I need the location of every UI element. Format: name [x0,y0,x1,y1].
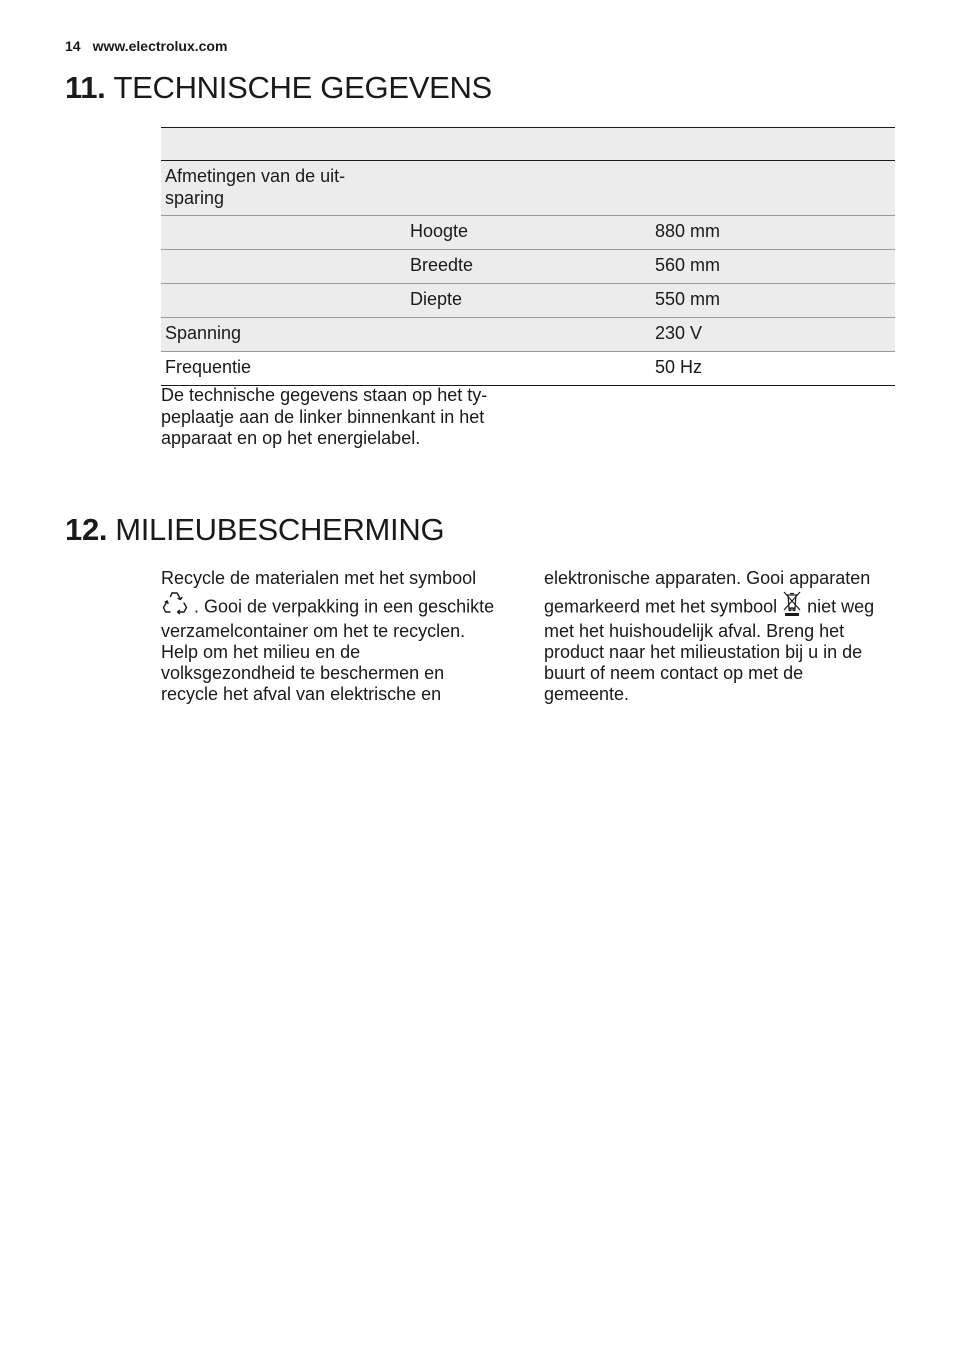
table-row-dimensions [161,161,895,216]
table-row [161,318,895,352]
row-value: 230 V [651,318,895,352]
section-11-heading [65,70,492,106]
row-label: Spanning [161,318,406,352]
table-row [161,250,895,284]
section-12-heading [65,512,444,548]
row-label: Frequentie [161,352,406,386]
row-sublabel: Hoogte [406,216,651,250]
technical-note: De technische gegevens staan op het ty- peplaatje aan de linker binnenkant in het apparaat en op het energielabel. [161,385,488,448]
section-number: 12. [65,512,108,547]
table-header-row [161,128,895,161]
row-label [161,284,406,318]
row-value: 550 mm [651,284,895,318]
environment-text-right: elektronische apparaten. Gooi apparaten gemarkeerd met het symbool niet weg met het huishoudelijk afval. Breng het product naar het milieustation bij u in de buurt of neem contact op met de gemeente. [544,568,875,704]
row-value: 50 Hz [651,352,895,386]
section-title: TECHNISCHE GEGEVENS [113,70,492,105]
page-header [65,38,227,54]
website-link[interactable]: www.electrolux.com [92,38,228,54]
table-row [161,352,895,386]
row-label [161,216,406,250]
row-sublabel: Diepte [406,284,651,318]
row-value: 560 mm [651,250,895,284]
row-sublabel [406,352,651,386]
section-number: 11. [65,70,106,105]
row-sublabel [406,318,651,352]
environment-text-left: Recycle de materialen met het symbool . Gooi de verpakking in een geschikte verzamelcontainer om het te recyclen. Help om het milieu en de volksgezondheid te beschermen en recycle het afval van elektrische en [161,568,495,704]
spec-table [161,127,895,386]
section-title: MILIEUBESCHERMING [115,512,445,547]
row-sublabel: Breedte [406,250,651,284]
page-number: 14 [65,38,81,54]
table-row [161,284,895,318]
row-label [161,250,406,284]
row-value: 880 mm [651,216,895,250]
dimensions-label: Afmetingen van de uit- sparing [161,161,406,216]
table-row [161,216,895,250]
